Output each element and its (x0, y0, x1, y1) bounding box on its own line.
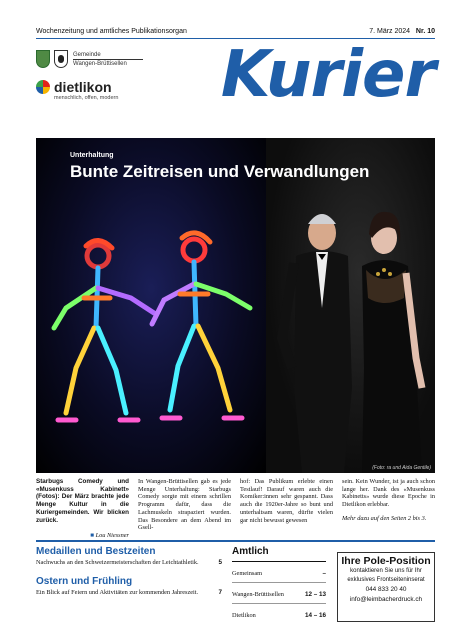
feature-photo[interactable] (36, 138, 435, 473)
article-col-4-text: sein. Kein Wunder, ist ja auch schon lange her. Dank des «Musenkuss Kabinetts» wurde diese Epoche in Dietlikon erlebbar. (342, 478, 435, 509)
issue-number: Nr. 10 (415, 27, 435, 35)
article-more-link[interactable]: Mehr dazu auf den Seiten 2 bis 3. (342, 514, 427, 522)
article-col-1 (36, 478, 129, 538)
article-col-4 (342, 478, 435, 538)
article-col-3: hof: Das Publikum erlebte einen Testlauf! Darauf waren auch die Komiker:innen sehr gespannt. Dass auch die 1920er-Jahre so bunt und unterhaltsam waren, dürfte vielen gar nicht bewusst gewesen (240, 478, 333, 524)
teaser-item[interactable] (36, 546, 222, 570)
issue-info (369, 28, 435, 35)
teaser-list (36, 546, 222, 606)
gemeinde-text (73, 51, 143, 68)
top-line (36, 25, 435, 37)
amtlich-page: 12 – 13 (304, 591, 326, 598)
amtlich-page: – (322, 570, 326, 577)
ad-phone[interactable]: 044 833 20 40 (365, 586, 407, 593)
amtlich-label: Dietlikon (232, 612, 256, 619)
photo-credit: (Foto: ra und Aida Gentile) (372, 465, 431, 471)
article-col-2: In Wangen-Brüttisellen gab es jede Menge Unterhaltung: Starbugs Comedy sorgte mit einem schrillen Programm dafür, dass die Lachmuskeln strapaziert wurden. Das Besondere an dem Abend im Gsell- (138, 478, 231, 532)
amtlich-row[interactable] (232, 608, 326, 624)
teaser-line (36, 558, 222, 570)
photo-musenkuss (266, 138, 435, 473)
teaser-text: Nachwuchs an den Schweizermeisterschaften der Leichtathletik. (36, 559, 199, 566)
amtlich-row[interactable] (232, 566, 326, 583)
article-text (36, 478, 435, 538)
amtlich-title: Amtlich (232, 546, 326, 562)
issue-date: 7. März 2024 (369, 27, 411, 35)
teaser-page: 5 (218, 559, 222, 566)
feature-headline[interactable]: Bunte Zeitreisen und Verwandlungen (70, 162, 370, 181)
couple-illustration (266, 138, 435, 473)
article-author: ■ Lou Niessner (36, 532, 129, 540)
photo-starbugs (36, 138, 266, 473)
teaser-title: Medaillen und Bestzeiten (36, 546, 156, 557)
bottom-rule (36, 540, 435, 542)
ad-line-1: kontaktieren Sie uns für Ihr (350, 568, 422, 574)
ad-title: Ihre Pole-Position (341, 555, 431, 567)
amtlich-box (232, 546, 326, 628)
article-lead: Starbugs Comedy und «Musenkuss Kabinett» (Fotos): Der März brachte jede Menge Kultur in die Kuriergemeinden. Wir blicken zurück. (36, 478, 129, 524)
gemeinde-logo[interactable] (36, 44, 166, 74)
crest-icon-2 (54, 50, 68, 68)
amtlich-row[interactable] (232, 587, 326, 604)
amtlich-label: Wangen-Brüttisellen (232, 591, 284, 598)
gemeinde-name: Wangen-Brüttisellen (73, 60, 127, 67)
ad-email[interactable]: info@leimbacherdruck.ch (349, 596, 423, 603)
dietlikon-name: dietlikon (54, 79, 112, 95)
teaser-item[interactable] (36, 576, 222, 600)
masthead-title: Kurier (220, 38, 435, 112)
neon-dancers-illustration (36, 138, 266, 473)
partner-logos (36, 44, 166, 108)
amtlich-page: 14 – 16 (304, 612, 326, 619)
tagline: Wochenzeitung und amtliches Publikationsorgan (36, 27, 187, 35)
teaser-text: Ein Blick auf Feiern und Aktivitäten zur kommenden Jahreszeit. (36, 589, 199, 596)
dietlikon-logo[interactable] (36, 80, 166, 101)
teaser-page: 7 (218, 589, 222, 596)
amtlich-label: Gemeinsam (232, 570, 263, 577)
dietlikon-slogan: menschlich, offen, modern (54, 95, 119, 101)
teaser-line (36, 588, 222, 600)
teaser-title: Ostern und Frühling (36, 576, 133, 587)
crest-icon (36, 50, 50, 68)
ad-line-2: exklusives Frontseiteninserat (347, 577, 425, 583)
dietlikon-mark-icon (36, 80, 50, 94)
ad-box[interactable] (337, 552, 435, 622)
gemeinde-label: Gemeinde (73, 51, 143, 60)
feature-kicker: Unterhaltung (70, 152, 114, 159)
